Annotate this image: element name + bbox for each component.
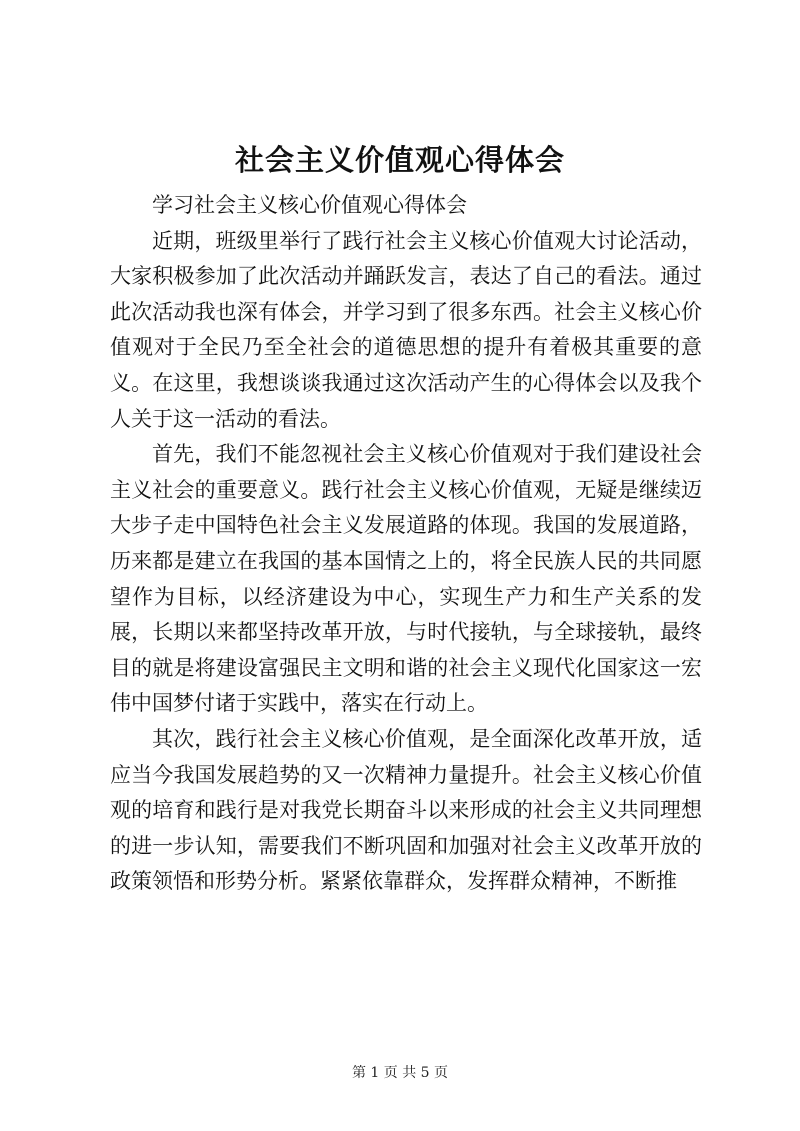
body-paragraph-intro: 近期，班级里举行了践行社会主义核心价值观大讨论活动，大家积极参加了此次活动并踊跃发言，表达了自己的看法。通过此次活动我也深有体会，并学习到了很多东西。社会主义核心价值观对于全民乃至全社会的道德思想的提升有着极其重要的意义。在这里，我想谈谈我通过这次活动产生的心得体会以及我个人关于这一活动的看法。 — [110, 228, 702, 431]
subtitle-paragraph: 学习社会主义核心价值观心得体会 — [152, 193, 467, 217]
body-paragraph-first: 首先，我们不能忽视社会主义核心价值观对于我们建设社会主义社会的重要意义。践行社会主义核心价值观，无疑是继续迈大步子走中国特色社会主义发展道路的体现。我国的发展道路，历来都是建立在我国的基本国情之上的，将全民族人民的共同愿望作为目标，以经济建设为中心，实现生产力和生产关系的发展，长期以来都坚持改革开放，与时代接轨，与全球接轨，最终目的就是将建设富强民主文明和谐的社会主义现代化国家这一宏伟中国梦付诸于实践中，落实在行动上。 — [110, 442, 702, 716]
document-body — [110, 188, 702, 900]
page-number-footer: 第 1 页 共 5 页 — [351, 1065, 449, 1081]
page-title: 社会主义价值观心得体会 — [234, 143, 565, 177]
body-paragraph-second: 其次，践行社会主义核心价值观，是全面深化改革开放，适应当今我国发展趋势的又一次精神力量提升。社会主义核心价值观的培育和践行是对我党长期奋斗以来形成的社会主义共同理想的进一步认知，需要我们不断巩固和加强对社会主义改革开放的政策领悟和形势分析。紧紧依靠群众，发挥群众精神，不断推 — [110, 726, 702, 894]
